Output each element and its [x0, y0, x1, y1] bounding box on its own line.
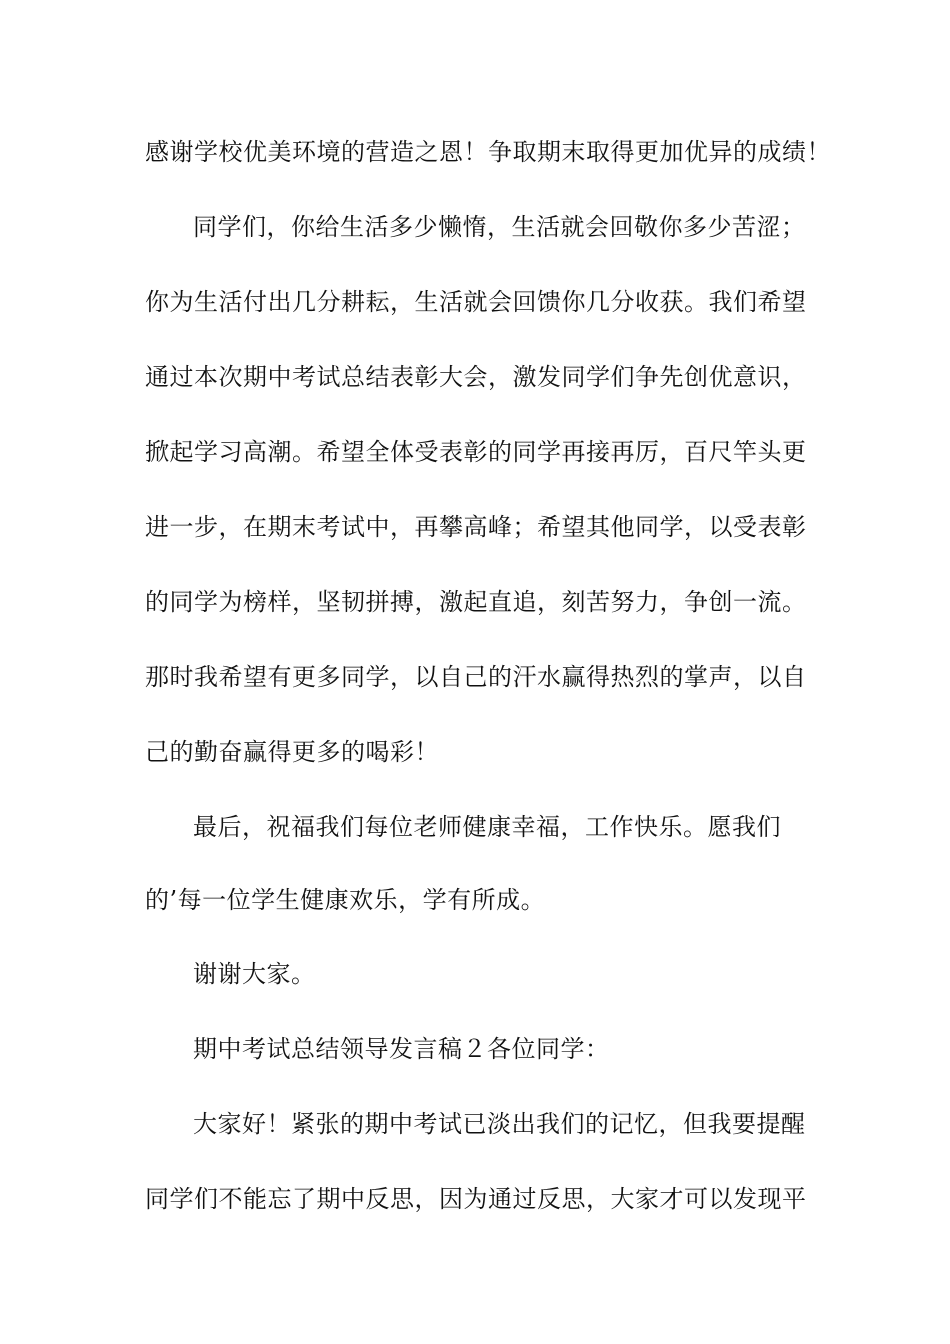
text-line: 通过本次期中考试总结表彰大会，激发同学们争先创优意识，	[145, 363, 807, 391]
text-line: 的同学为榜样，坚韧拼搏，激起直追，刻苦努力，争创一流。	[145, 588, 807, 616]
text-line: 进一步，在期末考试中，再攀高峰；希望其他同学，以受表彰	[145, 513, 807, 541]
paragraph-start-line: 谢谢大家。	[193, 960, 316, 988]
text-line: 同学们不能忘了期中反思，因为通过反思，大家才可以发现平	[145, 1185, 807, 1213]
text-line: 感谢学校优美环境的营造之恩！争取期末取得更加优异的成绩！	[145, 138, 831, 166]
paragraph-start-line: 大家好！紧张的期中考试已淡出我们的记忆，但我要提醒	[193, 1110, 806, 1138]
text-line: 那时我希望有更多同学，以自己的汗水赢得热烈的掌声，以自	[145, 663, 807, 691]
paragraph-start-line: 最后，祝福我们每位老师健康幸福，工作快乐。愿我们	[193, 813, 781, 841]
text-line: 己的勤奋赢得更多的喝彩！	[145, 738, 439, 766]
paragraph-start-line: 同学们，你给生活多少懒惰，生活就会回敬你多少苦涩；	[193, 213, 806, 241]
text-line: 的’每一位学生健康欢乐，学有所成。	[145, 886, 546, 914]
text-line: 掀起学习高潮。希望全体受表彰的同学再接再厉，百尺竿头更	[145, 438, 807, 466]
text-line: 你为生活付出几分耕耘，生活就会回馈你几分收获。我们希望	[145, 288, 807, 316]
section-heading-line: 期中考试总结领导发言稿２各位同学：	[193, 1035, 610, 1063]
